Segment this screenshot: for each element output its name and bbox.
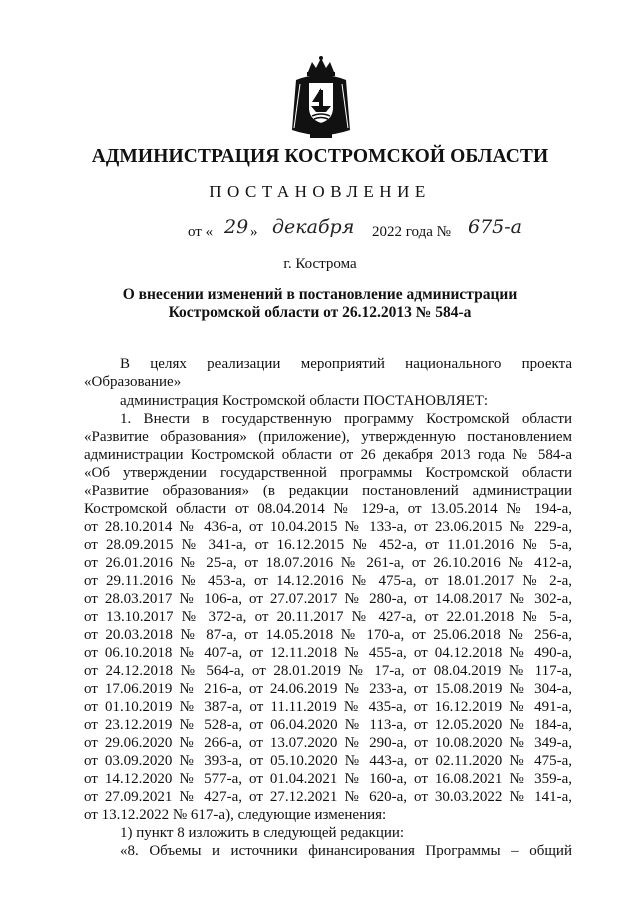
paragraph-line: от 28.09.2015 № 341-а, от 16.12.2015 № 452-а, от 11.01.2016 № 5-а, <box>84 537 572 553</box>
paragraph-line: от 13.12.2022 № 617-а), следующие изменения: <box>84 807 387 823</box>
quoted-paragraph-line: «8. Объемы и источники финансирования Программы – общий <box>120 843 572 859</box>
paragraph-line: от 06.10.2018 № 407-а, от 12.11.2018 № 455-а, от 04.12.2018 № 490-а, <box>84 645 572 661</box>
paragraph-line: от 20.03.2018 № 87-а, от 14.05.2018 № 170-а, от 25.06.2018 № 256-а, <box>84 627 572 643</box>
date-prefix: от « <box>188 224 214 240</box>
date-day-handwritten: 29 <box>224 216 249 238</box>
paragraph-line: от 29.11.2016 № 453-а, от 14.12.2016 № 475-а, от 18.01.2017 № 2-а, <box>84 573 572 589</box>
document-title <box>0 286 640 322</box>
paragraph-line: от 24.12.2018 № 564-а, от 28.01.2019 № 17-а, от 08.04.2019 № 117-а, <box>84 663 572 679</box>
intro-line: «Образование» <box>84 374 182 390</box>
paragraph-line: Костромской области от 08.04.2014 № 129-а, от 13.05.2014 № 194-а, <box>84 501 572 517</box>
coat-of-arms-icon <box>288 56 354 142</box>
resolve-line: администрация Костромской области ПОСТАНОВЛЯЕТ: <box>120 393 489 409</box>
paragraph-line: от 27.09.2021 № 427-а, от 27.12.2021 № 620-а, от 30.03.2022 № 141-а, <box>84 789 572 805</box>
organization-name: АДМИНИСТРАЦИЯ КОСТРОМСКОЙ ОБЛАСТИ <box>91 146 549 167</box>
date-year: 2022 года № <box>372 224 451 240</box>
title-line: Костромской области от 26.12.2013 № 584-а <box>168 304 472 321</box>
city-name: г. Кострома <box>283 256 357 272</box>
paragraph-line: 1. Внести в государственную программу Костромской области <box>120 411 572 427</box>
document-body <box>84 355 572 860</box>
paragraph-line: «Об утверждении государственной программы Костромской области <box>84 465 572 481</box>
paragraph-line: от 14.12.2020 № 577-а, от 01.04.2021 № 160-а, от 16.08.2021 № 359-а, <box>84 771 572 787</box>
paragraph-line: от 01.10.2019 № 387-а, от 11.11.2019 № 435-а, от 16.12.2019 № 491-а, <box>84 699 572 715</box>
paragraph-line: «Развитие образования» (приложение), утвержденную постановлением <box>84 429 572 445</box>
date-quote-close: » <box>250 224 258 240</box>
paragraph-line: от 03.09.2020 № 393-а, от 05.10.2020 № 443-а, от 02.11.2020 № 475-а, <box>84 753 572 769</box>
paragraph-line: от 13.10.2017 № 372-а, от 20.11.2017 № 427-а, от 22.01.2018 № 5-а, <box>84 609 572 625</box>
intro-line: В целях реализации мероприятий национального проекта <box>120 356 572 372</box>
document-number-handwritten: 675-а <box>468 216 523 238</box>
paragraph-line: от 28.03.2017 № 106-а, от 27.07.2017 № 280-а, от 14.08.2017 № 302-а, <box>84 591 572 607</box>
paragraph-line: от 28.10.2014 № 436-а, от 10.04.2015 № 133-а, от 23.06.2015 № 229-а, <box>84 519 572 535</box>
paragraph-line: от 17.06.2019 № 216-а, от 24.06.2019 № 233-а, от 15.08.2019 № 304-а, <box>84 681 572 697</box>
document-type: ПОСТАНОВЛЕНИЕ <box>209 182 431 201</box>
paragraph-line: от 23.12.2019 № 528-а, от 06.04.2020 № 113-а, от 12.05.2020 № 184-а, <box>84 717 572 733</box>
paragraph-line: от 26.01.2016 № 25-а, от 18.07.2016 № 261-а, от 26.10.2016 № 412-а, <box>84 555 572 571</box>
date-month-handwritten: декабря <box>272 216 355 238</box>
title-line: О внесении изменений в постановление администрации <box>122 286 518 303</box>
paragraph-line: администрации Костромской области от 26 декабря 2013 года № 584-а <box>84 447 572 463</box>
paragraph-line: от 29.06.2020 № 266-а, от 13.07.2020 № 290-а, от 10.08.2020 № 349-а, <box>84 735 572 751</box>
date-line <box>188 216 608 246</box>
list-item: 1) пункт 8 изложить в следующей редакции: <box>120 825 405 841</box>
paragraph-line: «Развитие образования» (в редакции постановлений администрации <box>84 483 572 499</box>
